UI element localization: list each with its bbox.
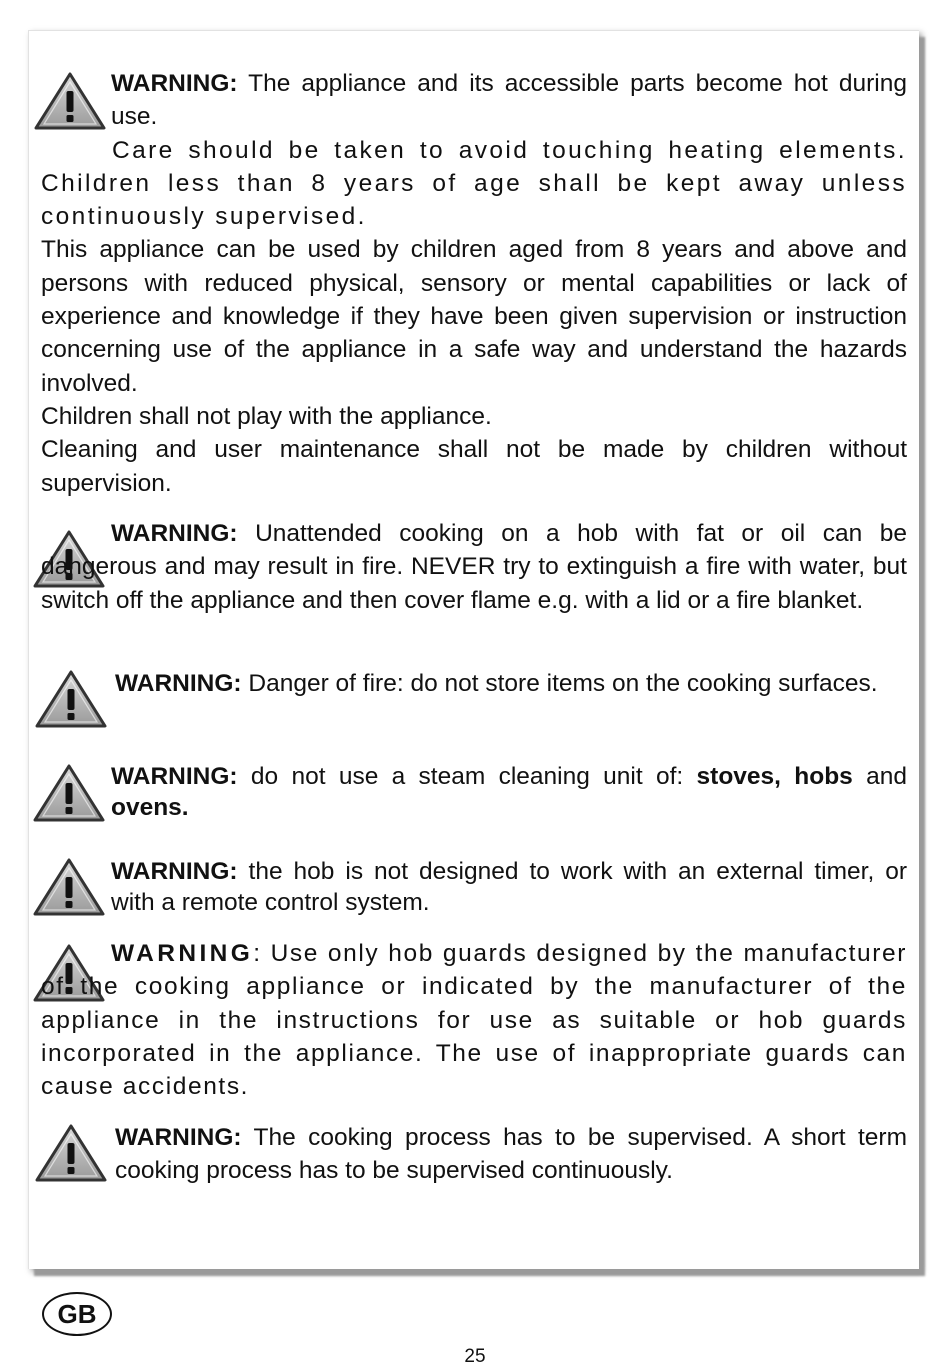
warnings-panel [28, 30, 919, 1269]
warning-paragraph: Care should be taken to avoid touching heating elements. Children less than 8 years of age shall be kept away unless continuously supervised. [41, 136, 907, 231]
page-number: 25 [464, 1346, 486, 1367]
warning-label: WARNING: [115, 1124, 242, 1151]
warning-block-fire-storage [41, 667, 907, 700]
warning-paragraph [41, 667, 907, 700]
warning-text: and [866, 763, 907, 790]
warning-label: WARNING: [111, 763, 238, 790]
warning-label: WARNING: [115, 670, 242, 697]
warning-text: do not use a steam cleaning unit of: [250, 763, 684, 790]
warning-text: Unattended cooking on a hob with fat or oil can be dangerous and may result in fire. NEVER try to extinguish a fire with water, but switch off the appliance and then cover flame e.g. with a lid or a fire blanket. [41, 520, 907, 614]
warning-paragraph [41, 761, 907, 823]
warning-paragraph [41, 856, 907, 918]
warning-block-hob-guards [41, 937, 907, 1103]
warning-block-steam-cleaning [41, 761, 907, 823]
warning-block-hot-parts [41, 67, 907, 500]
warning-bold-text: ovens. [111, 794, 189, 821]
warning-paragraph [41, 937, 907, 1103]
warning-text: Danger of fire: do not store items on the cooking surfaces. [248, 670, 878, 697]
warning-text: : Use only hob guards designed by the manufacturer of the cooking appliance or indicated by the manufacturer of the appliance in the instructions for use as suitable or hob guards incorporated in the appliance. The use of inappropriate guards can cause accidents. [41, 940, 907, 1101]
warning-label: WARNING [111, 940, 254, 967]
warning-paragraph: Cleaning and user maintenance shall not be made by children without supervision. [41, 436, 907, 497]
warning-paragraph [41, 1121, 907, 1188]
language-badge: GB [42, 1292, 112, 1336]
warning-paragraph: This appliance can be used by children aged from 8 years and above and persons with reduced physical, sensory or mental capabilities or lack of experience and knowledge if they have been given supervision or instruction concerning use of the appliance in a safe way and understand the hazards involved. [41, 236, 907, 397]
warning-block-external-timer [41, 856, 907, 918]
warning-bold-text: stoves, hobs [696, 763, 853, 790]
warning-block-supervision [41, 1121, 907, 1188]
warning-text: the hob is not designed to work with an external timer, or with a remote control system. [111, 858, 908, 916]
warning-paragraph [41, 517, 907, 617]
warning-block-fat-oil-fire [41, 517, 907, 617]
warning-paragraph: Children shall not play with the appliance. [41, 402, 492, 430]
warning-label: WARNING: [111, 858, 238, 885]
warning-text: The cooking process has to be supervised. A short term cooking process has to be supervised continuously. [115, 1124, 907, 1185]
warning-label: WARNING: [111, 520, 238, 547]
warning-text: The appliance and its accessible parts become hot during use. [111, 70, 907, 131]
warning-paragraph [41, 67, 907, 134]
warning-label: WARNING: [111, 70, 238, 97]
